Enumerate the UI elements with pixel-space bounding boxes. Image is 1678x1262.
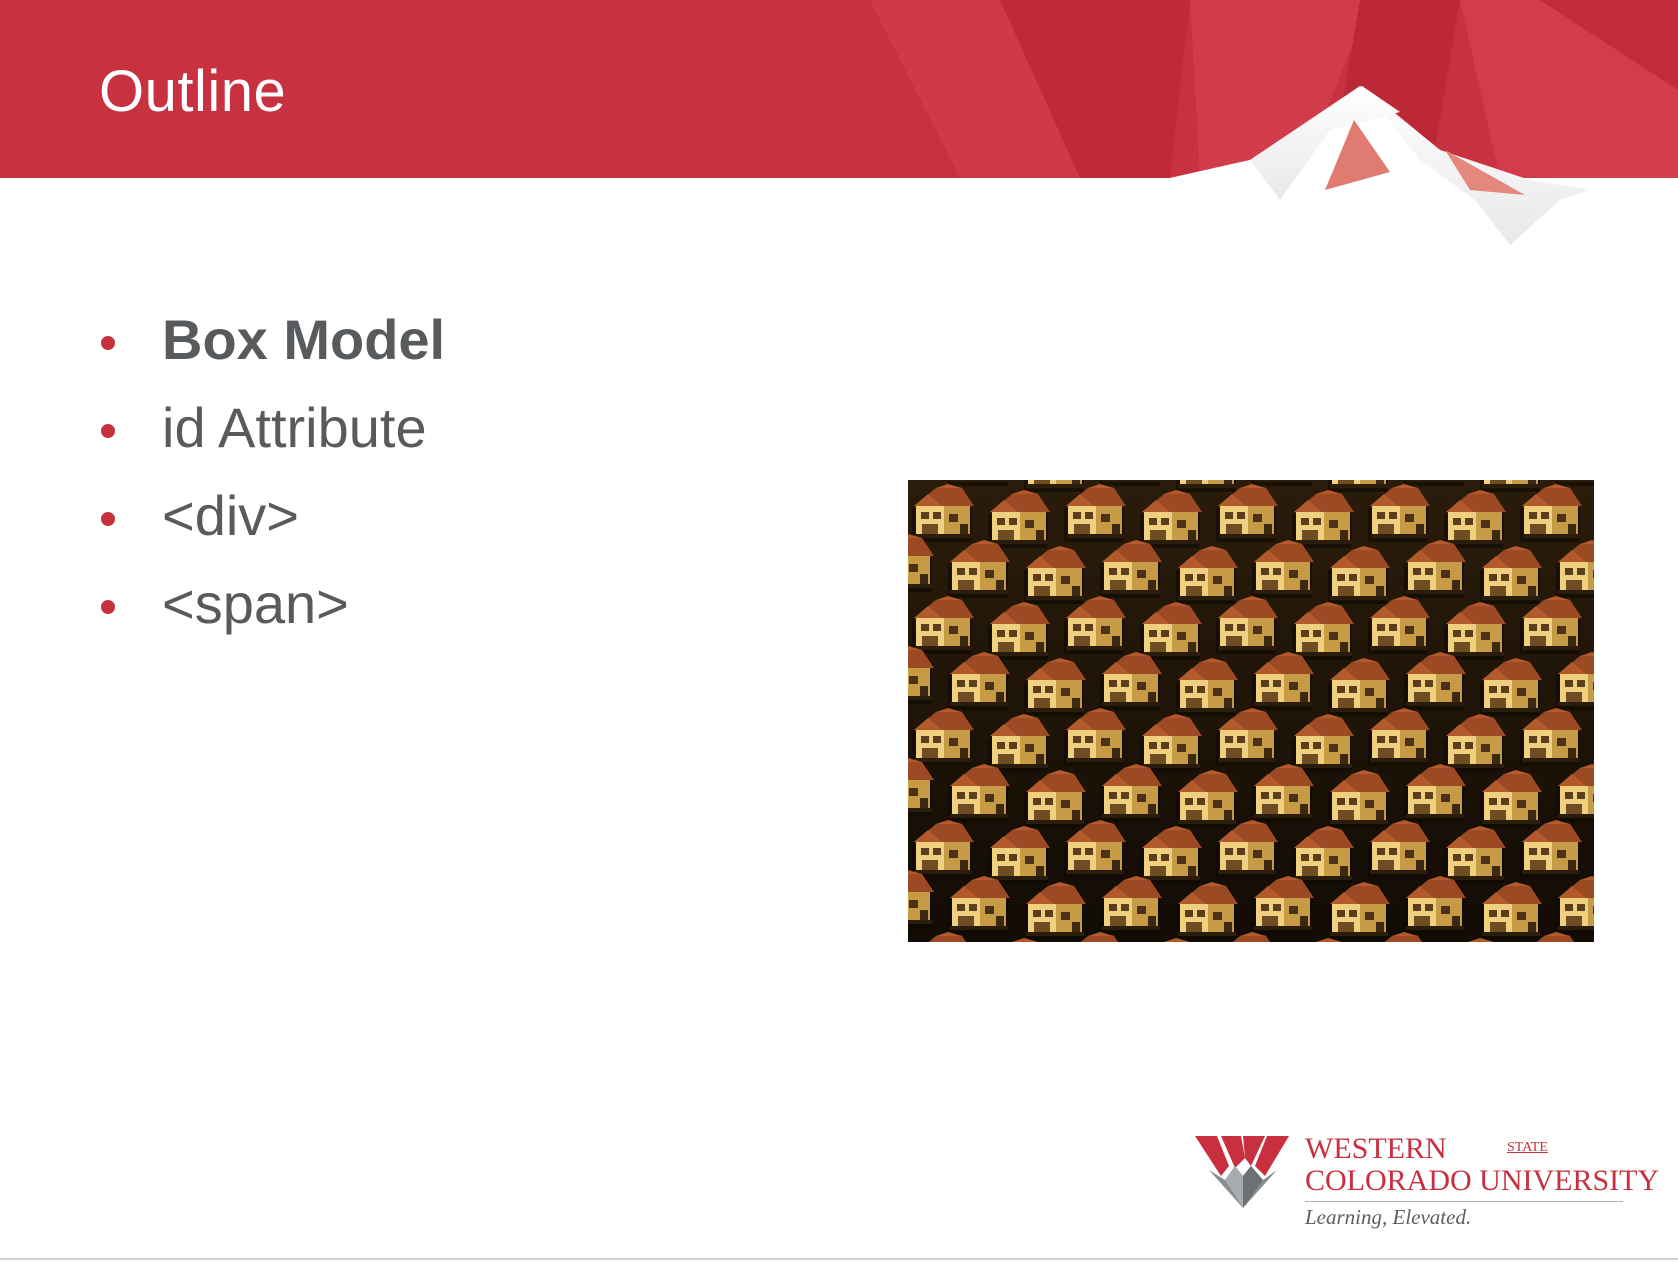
bullet-item-div — [96, 472, 445, 560]
bullet-dot-icon — [101, 600, 115, 614]
house-shape — [1176, 480, 1238, 492]
bullet-label: Box Model — [162, 308, 446, 371]
outline-bullet-list — [96, 296, 445, 648]
house-shape — [1404, 480, 1466, 486]
house-shape — [1480, 480, 1542, 492]
house-shape — [1100, 480, 1162, 486]
bullet-dot-icon — [101, 512, 115, 526]
house-shape — [1024, 480, 1086, 492]
bullet-dot-icon — [101, 336, 115, 350]
logo-tagline: Learning, Elevated. — [1305, 1205, 1472, 1229]
bullet-item-id-attribute — [96, 384, 445, 472]
logo-western-text: WESTERN — [1305, 1132, 1447, 1165]
university-w-mark-icon — [1195, 1136, 1291, 1208]
house-shape — [948, 480, 1010, 486]
house-shape — [1328, 480, 1390, 492]
house-shape — [1556, 480, 1594, 486]
bullet-label: <span> — [162, 572, 349, 635]
bullet-item-span — [96, 560, 445, 648]
suburban-houses-photo — [908, 480, 1594, 942]
logo-state-text: STATE — [1507, 1140, 1548, 1155]
bullet-dot-icon — [101, 424, 115, 438]
header-banner — [0, 0, 1678, 260]
houses-illustration — [908, 480, 1594, 942]
header-mountain-graphic — [0, 0, 1678, 260]
bullet-item-box-model — [96, 296, 445, 384]
slide-title: Outline — [99, 59, 287, 124]
logo-colorado-university-text: COLORADO UNIVERSITY — [1305, 1164, 1660, 1197]
house-shape — [1252, 480, 1314, 486]
western-colorado-university-logo — [1195, 1132, 1660, 1238]
logo-divider — [1305, 1201, 1623, 1202]
bullet-label: <div> — [162, 484, 299, 547]
slide-bottom-border — [0, 1258, 1678, 1260]
bullet-label: id Attribute — [162, 396, 427, 459]
